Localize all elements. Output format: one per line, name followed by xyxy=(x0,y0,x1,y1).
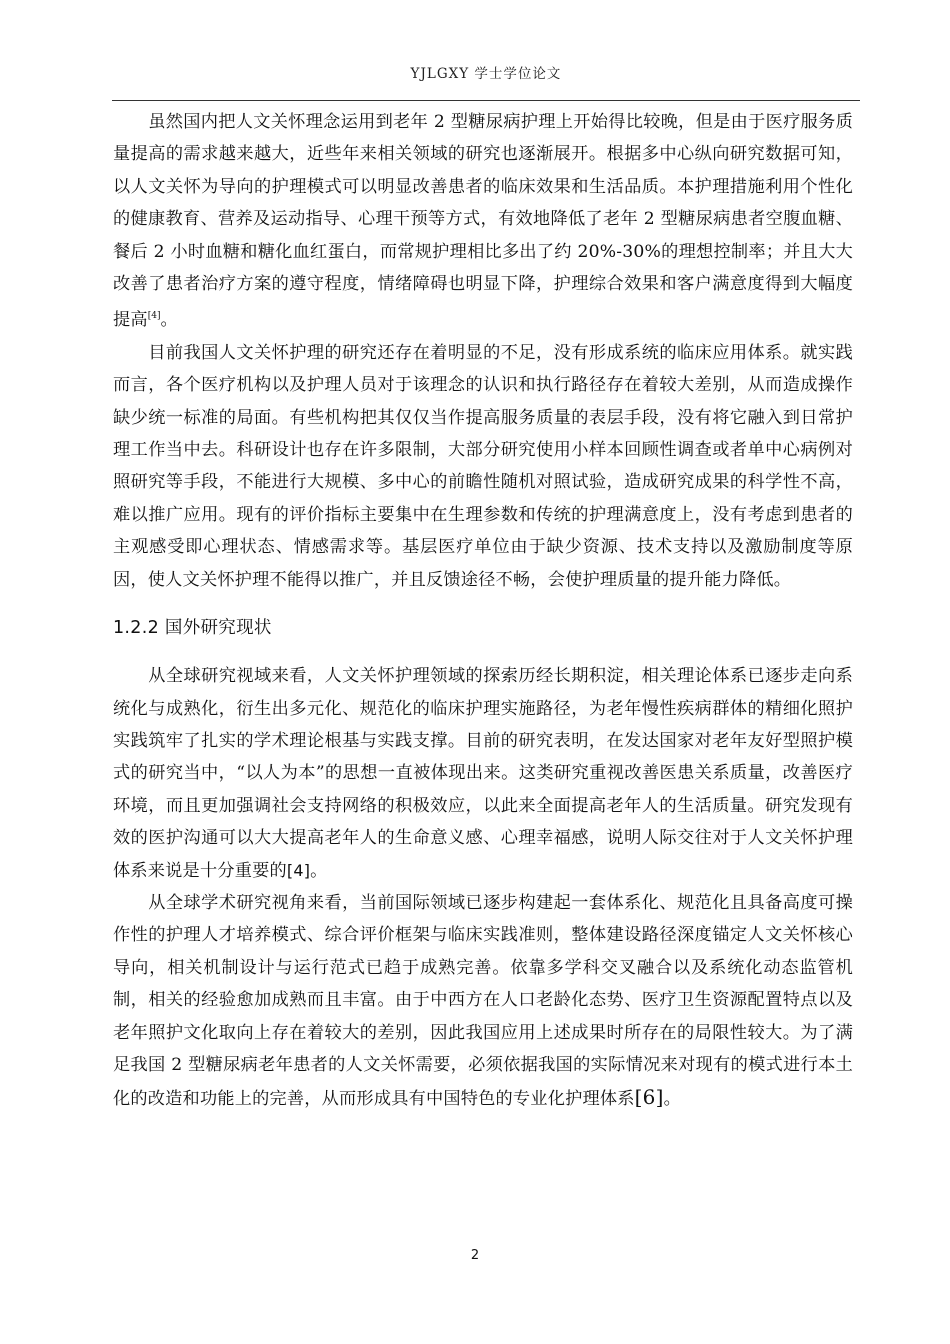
header-divider xyxy=(112,100,860,101)
paragraph-text: 从全球学术研究视角来看，当前国际领域已逐步构建起一套体系化、规范化且具备高度可操作性的护理人才培养模式、综合评价框架与临床实践准则，整体建设路径深度锚定人文关怀核心导向，相关机制设计与运行范式已趋于成熟完善。依靠多学科交叉融合以及系统化动态监管机制，相关的经验愈加成熟而且丰富。由于中西方在人口老龄化态势、医疗卫生资源配置特点以及老年照护文化取向上存在着较大的差别，因此我国应用上述成果时所存在的局限性较大。为了满足我国 2 型糖尿病老年患者的人文关怀需要，必须依据我国的实际情况来对现有的模式进行本土化的改造和功能上的完善，从而形成具有中国特色的专业化护理体系 xyxy=(113,892,853,1110)
paragraph-end: 。 xyxy=(310,860,328,881)
paragraph-end: 。 xyxy=(160,310,178,331)
paragraph-domestic-progress xyxy=(113,106,853,337)
page-number: 2 xyxy=(470,1248,480,1263)
paragraph-text: 虽然国内把人文关怀理念运用到老年 2 型糖尿病护理上开始得比较晚，但是由于医疗服务质量提高的需求越来越大，近些年来相关领域的研究也逐渐展开。根据多中心纵向研究数据可知，以人文关怀为导向的护理模式可以明显改善患者的临床效果和生活品质。本护理措施利用个性化的健康教育、营养及运动指导、心理干预等方式，有效地降低了老年 2 型糖尿病患者空腹血糖、餐后 2 小时血糖和糖化血红蛋白，而常规护理相比多出了约 20%-30%的理想控制率；并且大大改善了患者治疗方案的遵守程度，情绪障碍也明显下降，护理综合效果和客户满意度得到大幅度提高 xyxy=(113,112,853,331)
citation-reference: [6] xyxy=(634,1085,664,1110)
section-heading: 1.2.2 国外研究现状 xyxy=(113,618,272,639)
citation-reference: [4] xyxy=(286,860,311,880)
paragraph-global-perspective xyxy=(113,887,853,1116)
running-header: YJLGXY 学士学位论文 xyxy=(410,66,562,82)
paragraph-domestic-shortcomings xyxy=(113,337,853,596)
citation-superscript: [4] xyxy=(147,311,161,322)
paragraph-end: 。 xyxy=(663,1089,681,1110)
paragraph-text: 目前我国人文关怀护理的研究还存在着明显的不足，没有形成系统的临床应用体系。就实践而言，各个医疗机构以及护理人员对于该理念的认识和执行路径存在着较大差别，从而造成操作缺少统一标准的局面。有些机构把其仅仅当作提高服务质量的表层手段，没有将它融入到日常护理工作当中去。科研设计也存在许多限制，大部分研究使用小样本回顾性调查或者单中心病例对照研究等手段，不能进行大规模、多中心的前瞻性随机对照试验，造成研究成果的科学性不高，难以推广应用。现有的评价指标主要集中在生理参数和传统的护理满意度上，没有考虑到患者的主观感受即心理状态、情感需求等。基层医疗单位由于缺少资源、技术支持以及激励制度等原因，使人文关怀护理不能得以推广，并且反馈途径不畅，会使护理质量的提升能力降低。 xyxy=(113,342,853,590)
paragraph-foreign-research xyxy=(113,660,853,887)
page-body xyxy=(113,106,853,1116)
paragraph-text: 从全球研究视域来看，人文关怀护理领域的探索历经长期积淀，相关理论体系已逐步走向系统化与成熟化，衍生出多元化、规范化的临床护理实施路径，为老年慢性疾病群体的精细化照护实践筑牢了扎实的学术理论根基与实践支撑。目前的研究表明，在发达国家对老年友好型照护模式的研究当中，“以人为本”的思想一直被体现出来。这类研究重视改善医患关系质量，改善医疗环境，而且更加强调社会支持网络的积极效应，以此来全面提高老年人的生活质量。研究发现有效的医护沟通可以大大提高老年人的生命意义感、心理幸福感，说明人际交往对于人文关怀护理体系来说是十分重要的 xyxy=(113,666,853,881)
